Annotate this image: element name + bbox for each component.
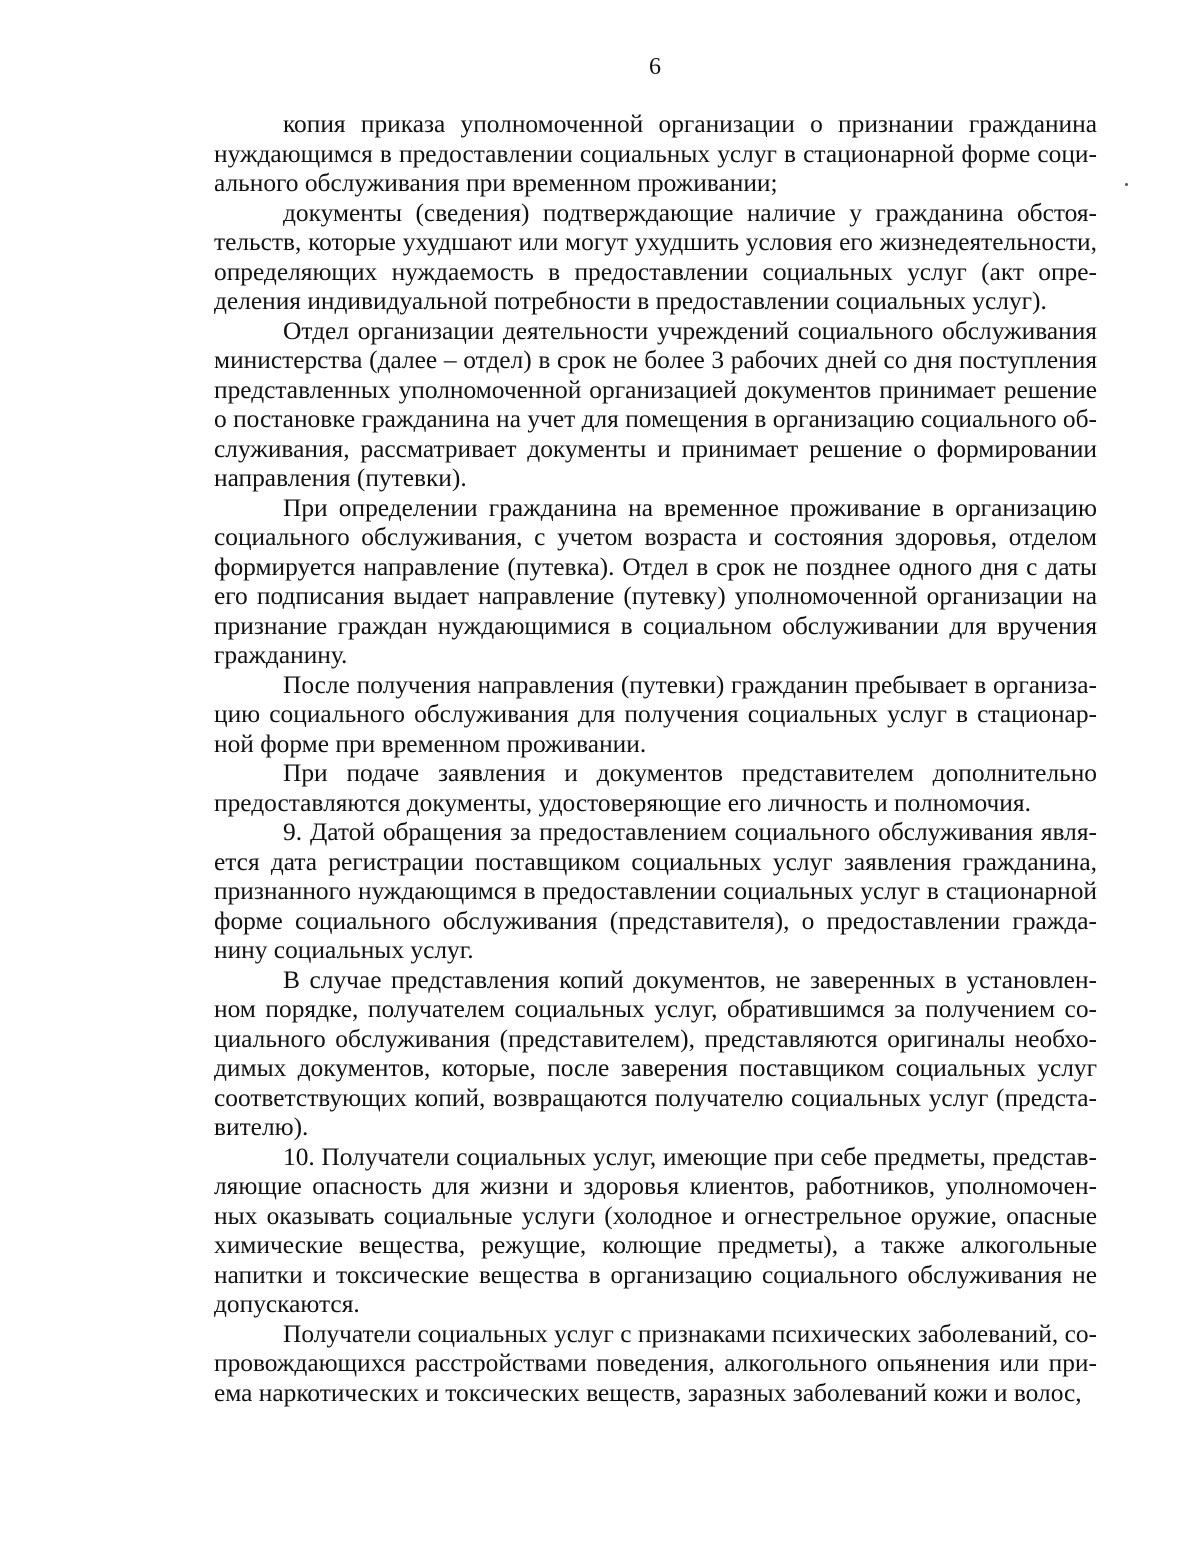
paragraph-recipients-conditions: Получатели социальных услуг с признаками психических заболеваний, сопровождающихся расстройствами поведения, алкогольного опьянения или приема наркотических и токсических веществ, заразных заболеваний кожи и волос, (214, 1319, 1097, 1407)
paragraph-supporting-documents: документы (сведения) подтверждающие наличие у гражданина обстоятельств, которые ухудшают или могут ухудшить условия его жизнедеятельности, определяющих нуждаемость в предоставлении социальных услуг (акт определения индивидуальной потребности в предоставлении социальных услуг). (214, 198, 1097, 315)
document-body (214, 110, 1097, 1408)
paragraph-after-referral: После получения направления (путевки) гражданин пребывает в организацию социального обслуживания для получения социальных услуг в стационарной форме при временном проживании. (214, 670, 1097, 758)
paragraph-representative-documents: При подаче заявления и документов представителем дополнительно предоставляются документы, удостоверяющие его личность и полномочия. (214, 759, 1097, 817)
paragraph-department-decision: Отдел организации деятельности учреждений социального обслуживания министерства (далее – отдел) в срок не более 3 рабочих дней со дня поступления представленных уполномоченной организацией документов принимает решение о постановке гражданина на учет для помещения в организацию социального обслуживания, рассматривает документы и принимает решение о формировании направления (путевки). (214, 316, 1097, 492)
paragraph-order-copy: копия приказа уполномоченной организации о признании гражданина нуждающимся в предоставлении социальных услуг в стационарной форме социального обслуживания при временном проживании; (214, 110, 1097, 197)
paragraph-item-10: 10. Получатели социальных услуг, имеющие при себе предметы, представляющие опасность для жизни и здоровья клиентов, работников, уполномоченных оказывать социальные услуги (холодное и огнестрельное оружие, опасные химические вещества, режущие, колющие предметы), а также алкогольные напитки и токсические вещества в организацию социального обслуживания не допускаются. (214, 1142, 1097, 1318)
paragraph-item-9: 9. Датой обращения за предоставлением социального обслуживания является дата регистрации поставщиком социальных услуг заявления гражданина, признанного нуждающимся в предоставлении социальных услуг в стационарной форме социального обслуживания (представителя), о предоставлении гражданину социальных услуг. (214, 818, 1097, 964)
paragraph-uncertified-copies: В случае представления копий документов, не заверенных в установленном порядке, получателем социальных услуг, обратившимся за получением социального обслуживания (представителем), представляются оригиналы необходимых документов, которые, после заверения поставщиком социальных услуг соответствующих копий, возвращаются получателю социальных услуг (представителю). (214, 965, 1097, 1141)
scan-speck (1125, 183, 1128, 186)
page-number: 6 (649, 54, 661, 80)
paragraph-referral-issuance: При определении гражданина на временное проживание в организацию социального обслуживания, с учетом возраста и состояния здоровья, отделом формируется направление (путевка). Отдел в срок не позднее одного дня с даты его подписания выдает направление (путевку) уполномоченной организации на признание граждан нуждающимися в социальном обслуживании для вручения гражданину. (214, 493, 1097, 669)
